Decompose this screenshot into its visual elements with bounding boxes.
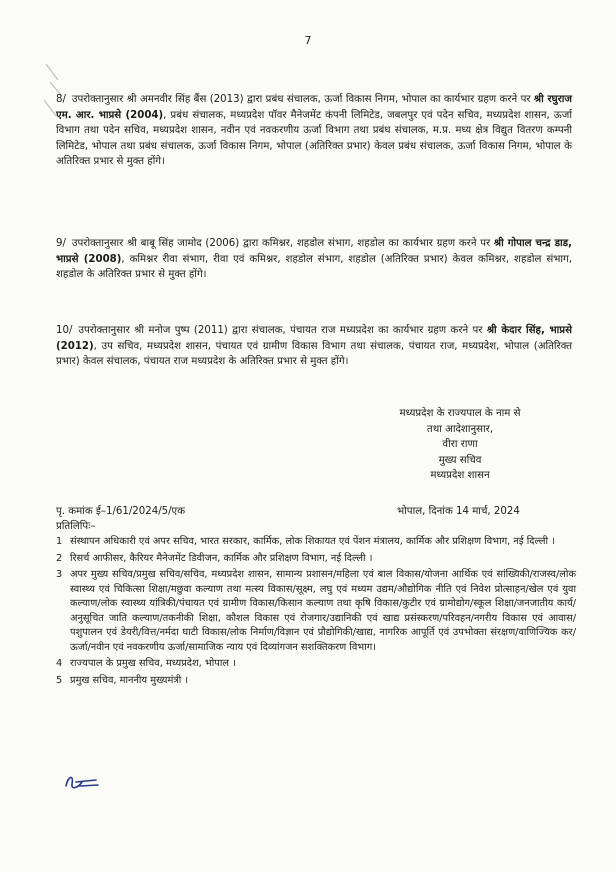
paragraph-text: उपरोक्तानुसार श्री अमनवीर सिंह बैंस (2013) द्वारा प्रबंध संचालक, ऊर्जा विकास निगम, भोपाल का कार्यभार ग्रहण करने पर — [71, 94, 534, 105]
page-number: 7 — [304, 34, 312, 47]
list-item-text: अपर मुख्य सचिव/प्रमुख सचिव/सचिव, मध्यप्रदेश शासन, सामान्य प्रशासन/महिला एवं बाल विकास/योजना आर्थिक एवं सांख्यिकी/राजस्व/लोक स्वास्थ्य एवं चिकित्सा शिक्षा/मछुवा कल्याण तथा मत्स्य विकास/सूक्ष्म, लघु एवं मध्यम उद्यम/औद्योगिक नीति एवं निवेश प्रोत्साहन/खेल एवं युवा कल्याण/लोक स्वास्थ्य यांत्रिकी/पंचायत एवं ग्रामीण विकास/किसान कल्याण तथा कृषि विकास/कुटीर एवं ग्रामोद्योग/स्कूल शिक्षा/जनजातीय कार्य/अनुसूचित जाति कल्याण/तकनीकी शिक्षा, कौशल विकास एवं रोजगार/उद्यानिकी एवं खाद्य प्रसंस्करण/परिवहन/नगरीय विकास एवं आवास/पशुपालन एवं डेयरी/वित्त/नर्मदा घाटी विकास/लोक निर्माण/विज्ञान एवं प्रौद्योगिकी/खाद्य, नागरिक आपूर्ति एवं उपभोक्ता संरक्षण/वाणिज्यिक कर/ऊर्जा/नवीन एवं नवकरणीय ऊर्जा/सामाजिक न्याय एवं दिव्यांगजन सशक्तिकरण विभाग। — [70, 569, 577, 653]
officer-name: श्री केदार सिंह, भाप्रसे (2012) — [56, 325, 572, 352]
list-item — [56, 568, 576, 655]
paragraph-text: , प्रबंध संचालक, मध्यप्रदेश पॉवर मैनेजमेंट कंपनी लिमिटेड, जबलपुर एवं पदेन सचिव, मध्यप्रदेश शासन, ऊर्जा विभाग तथा पदेन सचिव, मध्यप्रदेश शासन, नवीन एवं नवकरणीय ऊर्जा विभाग तथा प्रबंध संचालक, म.प्र. मध्य क्षेत्र विद्युत वितरण कम्पनी लिमिटेड, भोपाल तथा प्रबंध संचालक, ऊर्जा विकास निगम, भोपाल (अतिरिक्त प्रभार) केवल प्रबंध संचालक, ऊर्जा विकास निगम, भोपाल के अतिरिक्त प्रभार से मुक्त होंगे। — [56, 109, 572, 167]
list-item — [56, 657, 576, 672]
signatory-office: मध्यप्रदेश शासन — [430, 470, 490, 482]
reference-line — [56, 503, 576, 517]
copy-list — [56, 535, 576, 690]
officer-name: श्री रघुराज एम. आर. भाप्रसे (2004) — [56, 94, 572, 121]
paragraph-number: 9/ — [56, 238, 66, 249]
paragraph-9 — [56, 236, 572, 283]
signatory-designation: मुख्य सचिव — [438, 454, 482, 466]
list-item-number: 3 — [56, 569, 63, 580]
paragraph-text: उपरोक्तानुसार श्री मनोज पुष्प (2011) द्वारा संचालक, पंचायत राज मध्यप्रदेश का कार्यभार ग्रहण करने पर — [78, 325, 487, 336]
list-item-text: संस्थापन अधिकारी एवं अपर सचिव, भारत सरकार, कार्मिक, लोक शिकायत एवं पेंशन मंत्रालय, कार्मिक और प्रशिक्षण विभाग, नई दिल्ली । — [70, 536, 555, 547]
paragraph-number: 10/ — [56, 325, 73, 336]
reference-number: पृ. कमांक ई–1/61/2024/5/एक — [56, 506, 186, 517]
list-item — [56, 552, 576, 567]
paragraph-text: , उप सचिव, मध्यप्रदेश शासन, पंचायत एवं ग्रामीण विकास विभाग तथा संचालक, पंचायत राज, मध्यप्रदेश, भोपाल (अतिरिक्त प्रभार) केवल संचालक, पंचायत राज मध्यप्रदेश के अतिरिक्त प्रभार से मुक्त होंगे। — [56, 340, 572, 367]
reference-date: भोपाल, दिनांक 14 मार्च, 2024 — [397, 506, 520, 517]
signatory-name: वीरा राणा — [442, 439, 478, 451]
paragraph-text: उपरोक्तानुसार श्री बाबू सिंह जामोद (2006) द्वारा कमिश्नर, शहडोल संभाग, शहडोल का कार्यभार ग्रहण करने पर — [71, 238, 494, 249]
list-item-number: 1 — [56, 536, 63, 547]
list-item-number: 2 — [56, 552, 63, 564]
list-item-text: रिसर्च आफीसर, कैरियर मैनेजमेंट डिवीजन, कार्मिक और प्रशिक्षण विभाग, नई दिल्ली । — [70, 552, 373, 564]
paragraph-number: 8/ — [56, 94, 66, 105]
list-item — [56, 674, 576, 689]
list-item-number: 4 — [56, 658, 63, 669]
paragraph-text: , कमिश्नर रीवा संभाग, रीवा एवं कमिश्नर, शहडोल संभाग, शहडोल (अतिरिक्त प्रभार) केवल कमिश्नर, शहडोल संभाग, शहडोल के अतिरिक्त प्रभार से मुक्त होंगे। — [56, 253, 572, 280]
list-item-text: राज्यपाल के प्रमुख सचिव, मध्यप्रदेश, भोपाल । — [70, 658, 236, 669]
list-item — [56, 535, 576, 550]
paragraph-10 — [56, 323, 572, 370]
signature-line: तथा आदेशानुसार, — [426, 423, 494, 435]
signature-block — [340, 406, 580, 484]
paragraph-8 — [56, 92, 572, 170]
handwritten-initials — [62, 770, 102, 798]
signature-line: मध्यप्रदेश के राज्यपाल के नाम से — [399, 408, 521, 419]
copy-heading: प्रतिलिपिः– — [56, 521, 96, 532]
officer-name: श्री गोपाल चन्द्र डाड, भाप्रसे (2008) — [56, 238, 572, 265]
list-item-number: 5 — [56, 674, 63, 686]
list-item-text: प्रमुख सचिव, माननीय मुख्यमंत्री । — [70, 674, 189, 686]
